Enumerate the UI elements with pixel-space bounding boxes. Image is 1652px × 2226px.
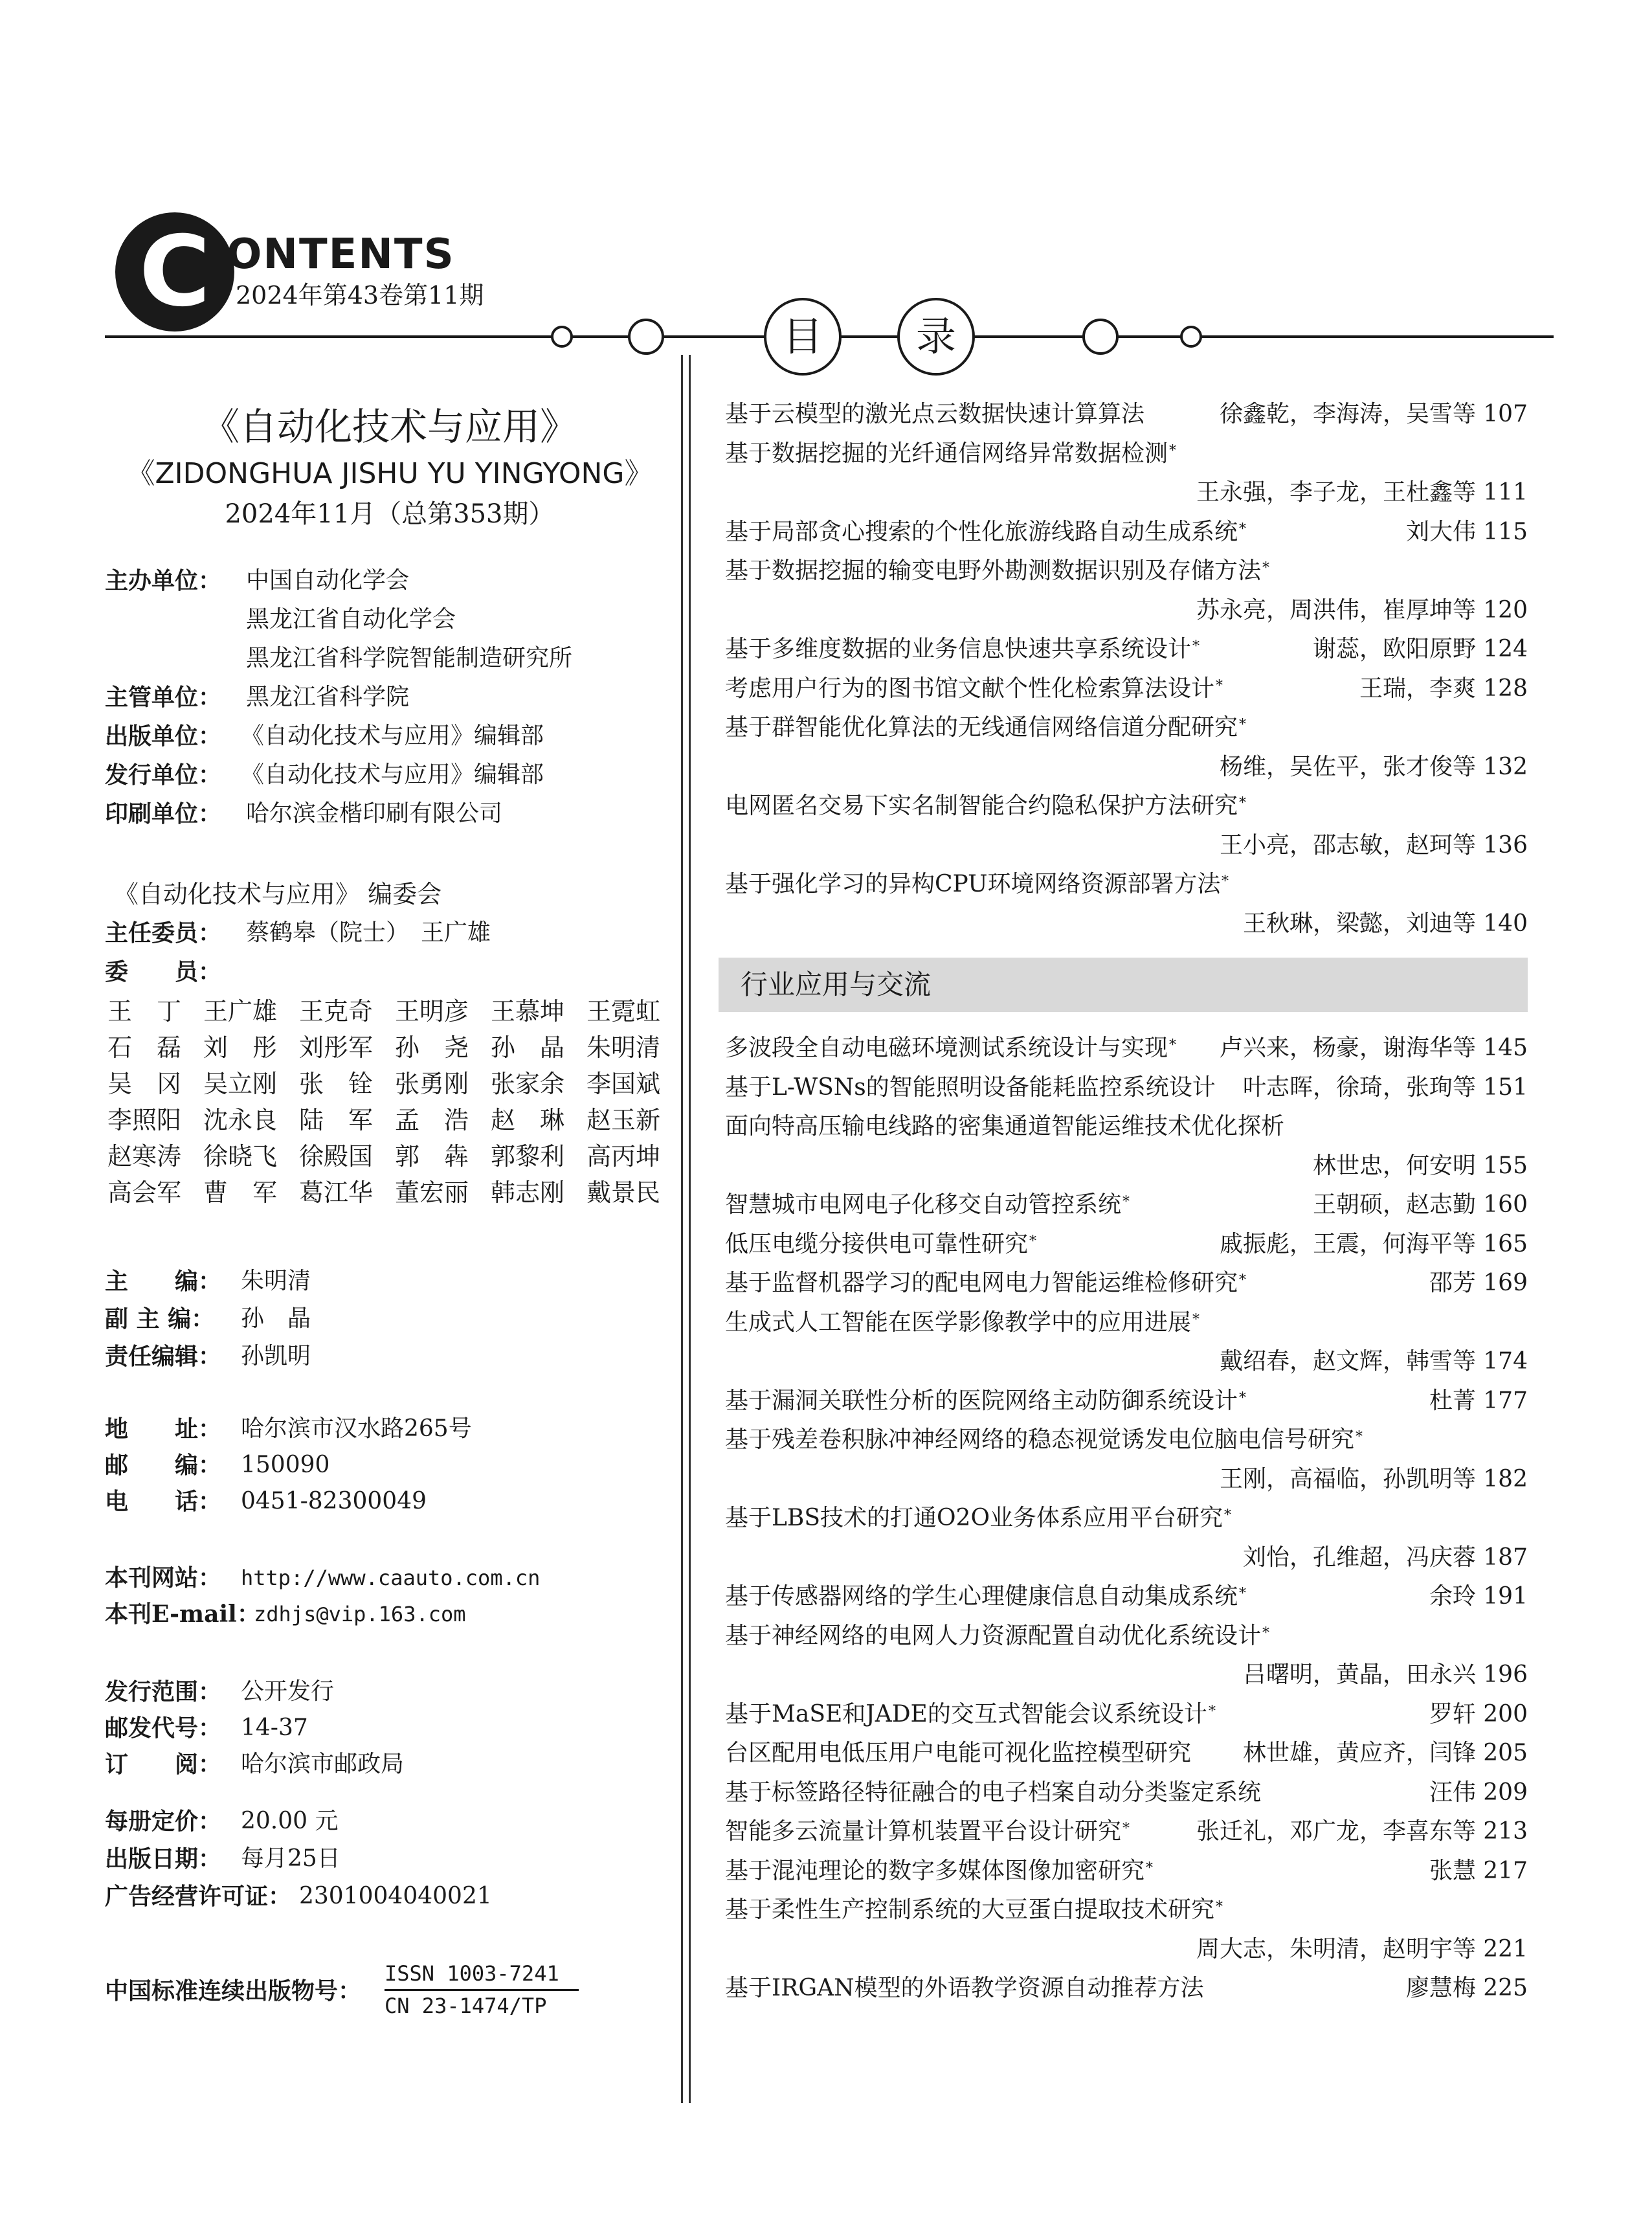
toc-entry-star: * xyxy=(1239,1586,1246,1602)
toc-entry-page: 200 xyxy=(1483,1700,1528,1727)
toc-entry[interactable] xyxy=(725,1225,1528,1265)
toc-entry-authors: 徐鑫乾，李海涛，吴雪等 xyxy=(1219,401,1476,427)
toc-entry-title: 基于群智能优化算法的无线通信网络信道分配研究 xyxy=(725,714,1238,741)
toc-entry-authors: 林世雄，黄应齐，闫锋 xyxy=(1242,1740,1476,1766)
committee-member: 孙 晶 xyxy=(491,1033,565,1062)
logo-c-circle: C xyxy=(115,212,234,332)
toc-entry-authors: 廖慧梅 xyxy=(1405,1975,1476,2001)
toc-entry-title: 基于数据挖掘的光纤通信网络异常数据检测 xyxy=(725,440,1168,467)
toc-entry-title: 基于监督机器学习的配电网电力智能运维检修研究 xyxy=(725,1270,1238,1296)
toc-entry-star: * xyxy=(1239,521,1246,537)
editor-value: 孙 晶 xyxy=(241,1305,311,1332)
toc-entry-title: 基于IRGAN模型的外语教学资源自动推荐方法 xyxy=(725,1975,1204,2001)
subscription-label: 订 阅： xyxy=(105,1751,222,1778)
toc-entry-authors: 王秋琳，梁懿，刘迪等 xyxy=(1242,910,1476,937)
toc-entry-star: * xyxy=(1239,1389,1246,1406)
toc-entry[interactable] xyxy=(725,1029,1528,1068)
distribution-label: 发行范围： xyxy=(105,1678,222,1705)
committee-member: 刘 彤 xyxy=(203,1033,278,1062)
toc-entry[interactable] xyxy=(725,1969,1528,2008)
price-label: 每册定价： xyxy=(105,1808,222,1835)
committee-member: 吴 冈 xyxy=(107,1070,182,1098)
director-label: 主任委员： xyxy=(105,919,222,947)
committee-member: 徐殿国 xyxy=(299,1142,374,1171)
toc-entry-authors: 叶志晖，徐琦，张珣等 xyxy=(1242,1074,1476,1101)
toc-entry-title: 低压电缆分接供电可靠性研究 xyxy=(725,1230,1029,1257)
toc-entry-page: 111 xyxy=(1483,479,1528,506)
toc-entry[interactable] xyxy=(725,1264,1528,1303)
committee-member: 董宏丽 xyxy=(395,1178,469,1207)
toc-entry-star: * xyxy=(1222,873,1229,890)
toc-entry-title: 面向特高压输电线路的密集通道智能运维技术优化探析 xyxy=(725,1113,1285,1140)
toc-entry-authors: 谢蕊，欧阳原野 xyxy=(1312,636,1476,662)
committee-member: 赵寒涛 xyxy=(107,1142,182,1171)
toc-entry-page: 174 xyxy=(1483,1348,1528,1375)
address-label: 地 址： xyxy=(105,1415,222,1443)
unit-label: 发行单位： xyxy=(105,761,222,789)
committee-member: 郭黎利 xyxy=(491,1142,565,1171)
committee-member: 高会军 xyxy=(107,1178,182,1207)
editor-label: 责任编辑： xyxy=(105,1343,222,1370)
toc-entry-star: * xyxy=(1239,1272,1246,1288)
toc-entry-authors: 林世忠，何安明 xyxy=(1312,1152,1476,1179)
toc-entry-title: 基于局部贪心搜索的个性化旅游线路自动生成系统 xyxy=(725,518,1238,545)
unit-value: 黑龙江省科学院 xyxy=(246,684,410,710)
committee-member: 王慕坤 xyxy=(491,997,565,1026)
section-title: 行业应用与交流 xyxy=(741,969,932,1000)
toc-entry-page: 209 xyxy=(1483,1779,1528,1806)
toc-entry-star: * xyxy=(1262,560,1269,576)
toc-entry-page: 120 xyxy=(1483,596,1528,624)
toc-entry-title: 基于强化学习的异构CPU环境网络资源部署方法 xyxy=(725,871,1221,897)
toc-entry-page: 191 xyxy=(1483,1583,1528,1610)
toc-entry-page: 151 xyxy=(1483,1074,1528,1101)
toc-entry-page: 177 xyxy=(1483,1387,1528,1414)
committee-member: 王明彦 xyxy=(395,997,469,1026)
distribution-value: 公开发行 xyxy=(241,1678,335,1705)
committee-member: 李国斌 xyxy=(586,1070,661,1098)
toc-entry[interactable] xyxy=(725,1617,1528,1695)
toc-entry-authors: 刘怡，孔维超，冯庆蓉 xyxy=(1242,1544,1476,1571)
toc-entry[interactable] xyxy=(725,1421,1528,1499)
toc-entry-page: 169 xyxy=(1483,1270,1528,1296)
committee-member: 赵玉新 xyxy=(586,1106,661,1134)
toc-entry-authors: 张慧 xyxy=(1429,1857,1476,1884)
toc-entry-title: 多波段全自动电磁环境测试系统设计与实现 xyxy=(725,1035,1168,1061)
postcode-value: 150090 xyxy=(241,1452,330,1478)
committee-member: 石 磊 xyxy=(107,1033,182,1062)
committee-member: 陆 军 xyxy=(299,1106,374,1134)
committee-member: 张家余 xyxy=(491,1070,565,1098)
toc-entry-authors: 王朝硕，赵志勤 xyxy=(1312,1191,1476,1218)
logo-contents-word: ONTENTS xyxy=(227,230,455,278)
publish-date-value: 每月25日 xyxy=(241,1845,340,1872)
toc-entry-star: * xyxy=(1146,1860,1153,1876)
ad-license-label: 广告经营许可证： xyxy=(105,1883,292,1910)
unit-value: 哈尔滨金楷印刷有限公司 xyxy=(246,800,503,827)
committee-member: 郭 犇 xyxy=(395,1142,469,1171)
website-label: 本刊网站： xyxy=(105,1564,222,1591)
toc-entry[interactable] xyxy=(725,708,1528,787)
mulu-char-mu: 目 xyxy=(782,313,823,360)
unit-value: 《自动化技术与应用》编辑部 xyxy=(241,761,544,788)
serial-fraction-rule xyxy=(385,1989,579,1991)
toc-entry[interactable] xyxy=(725,1068,1528,1108)
toc-entry-authors: 苏永亮，周洪伟，崔厚坤等 xyxy=(1196,596,1476,624)
toc-entry-page: 196 xyxy=(1483,1661,1528,1688)
committee-member: 刘彤军 xyxy=(299,1033,374,1062)
committee-member: 吴立刚 xyxy=(203,1070,278,1098)
postal-code-label: 邮发代号： xyxy=(105,1714,222,1742)
committee-title: 《自动化技术与应用》 编委会 xyxy=(114,880,442,908)
toc-entry-title: 基于漏洞关联性分析的医院网络主动防御系统设计 xyxy=(725,1387,1238,1414)
committee-member: 赵 琳 xyxy=(491,1106,565,1134)
toc-entry-title: 智能多云流量计算机装置平台设计研究 xyxy=(725,1818,1122,1845)
toc-entry-star: * xyxy=(1239,795,1246,811)
toc-entry-title: 智慧城市电网电子化移交自动管控系统 xyxy=(725,1191,1122,1218)
toc-entry[interactable] xyxy=(725,434,1528,513)
unit-value: 黑龙江省自动化学会 xyxy=(246,606,456,633)
toc-entry-page: 225 xyxy=(1483,1975,1528,2001)
toc-entry-page: 136 xyxy=(1483,831,1528,859)
committee-member: 沈永良 xyxy=(203,1106,278,1134)
committee-member: 张勇刚 xyxy=(395,1070,469,1098)
committee-member: 孟 浩 xyxy=(395,1106,469,1134)
committee-member: 王广雄 xyxy=(203,997,278,1026)
toc-entry-title: 基于传感器网络的学生心理健康信息自动集成系统 xyxy=(725,1583,1238,1610)
committee-member: 韩志刚 xyxy=(491,1178,565,1207)
toc-entry-title: 基于LBS技术的打通O2O业务体系应用平台研究 xyxy=(725,1505,1223,1531)
toc-entry-authors: 杜菁 xyxy=(1429,1387,1476,1414)
unit-value: 中国自动化学会 xyxy=(246,567,410,594)
column-divider xyxy=(689,355,691,2103)
toc-entry-star: * xyxy=(1169,1037,1176,1053)
ad-license-value: 2301004040021 xyxy=(299,1883,492,1909)
toc-entry-title: 台区配用电低压用户电能可视化监控模型研究 xyxy=(725,1740,1192,1766)
toc-entry-title: 基于神经网络的电网人力资源配置自动优化系统设计 xyxy=(725,1622,1262,1649)
toc-entry-star: * xyxy=(1122,1821,1130,1837)
committee-member: 王 丁 xyxy=(107,997,182,1026)
issn: ISSN 1003-7241 xyxy=(385,1961,559,1986)
director-value: 蔡鹤皋（院士） 王广雄 xyxy=(246,919,491,946)
committee-member: 王霓虹 xyxy=(586,997,661,1026)
toc-entry-title: 基于残差卷积脉冲神经网络的稳态视觉诱发电位脑电信号研究 xyxy=(725,1426,1355,1453)
issue-line: 2024年第43卷第11期 xyxy=(236,281,484,309)
toc-entry-page: 160 xyxy=(1483,1191,1528,1218)
serial-label: 中国标准连续出版物号： xyxy=(105,1977,362,2005)
toc-entry-star: * xyxy=(1239,717,1246,733)
committee-member: 高丙坤 xyxy=(586,1142,661,1171)
cn-number: CN 23-1474/TP xyxy=(385,1994,547,2018)
phone-value: 0451-82300049 xyxy=(241,1488,427,1514)
toc-entry-authors: 王刚，高福临，孙凯明等 xyxy=(1219,1465,1476,1492)
committee-member: 朱明清 xyxy=(586,1033,661,1062)
unit-label: 主办单位： xyxy=(105,567,222,594)
toc-entry-star: * xyxy=(1262,1625,1269,1641)
toc-entry[interactable] xyxy=(725,1695,1528,1735)
email-label: 本刊E-mail： xyxy=(105,1601,260,1628)
toc-entry[interactable] xyxy=(725,1773,1528,1813)
toc-entry-title: 生成式人工智能在医学影像教学中的应用进展 xyxy=(725,1309,1192,1336)
toc-entry-star: * xyxy=(1029,1233,1036,1250)
toc-entry[interactable] xyxy=(725,787,1528,865)
editor-value: 朱明清 xyxy=(241,1268,311,1294)
toc-entry[interactable] xyxy=(725,630,1528,669)
committee-members-grid xyxy=(107,993,682,1211)
toc-entry-star: * xyxy=(1192,1311,1200,1328)
toc-entry-page: 115 xyxy=(1483,518,1528,545)
toc-entry-authors: 刘大伟 xyxy=(1405,518,1476,545)
toc-entry[interactable] xyxy=(725,865,1528,943)
toc-entry-title: 基于混沌理论的数字多媒体图像加密研究 xyxy=(725,1857,1145,1884)
committee-member: 李照阳 xyxy=(107,1106,182,1134)
column-divider xyxy=(681,355,683,2103)
unit-label: 出版单位： xyxy=(105,723,222,750)
toc-entry[interactable] xyxy=(725,669,1528,709)
journal-date: 2024年11月（总第353期） xyxy=(225,499,555,529)
address-value: 哈尔滨市汉水路265号 xyxy=(241,1415,472,1442)
toc-entry-star: * xyxy=(1356,1429,1363,1445)
toc-entry-title: 基于数据挖掘的输变电野外勘测数据识别及存储方法 xyxy=(725,557,1262,584)
toc-entry[interactable] xyxy=(725,395,1528,434)
toc-entry[interactable] xyxy=(725,1382,1528,1421)
toc-entry[interactable] xyxy=(725,552,1528,630)
toc-entry-page: 217 xyxy=(1483,1857,1528,1884)
price-value: 20.00 元 xyxy=(241,1808,339,1834)
toc-entry-authors: 周大志，朱明清，赵明宇等 xyxy=(1196,1935,1476,1962)
toc-entry-title: 考虑用户行为的图书馆文献个性化检索算法设计 xyxy=(725,675,1215,702)
toc-entry-page: 165 xyxy=(1483,1230,1528,1257)
committee-member: 孙 尧 xyxy=(395,1033,469,1062)
toc-entry[interactable] xyxy=(725,513,1528,552)
toc-entry[interactable] xyxy=(725,1812,1528,1852)
toc-entry-title: 基于MaSE和JADE的交互式智能会议系统设计 xyxy=(725,1700,1207,1727)
toc-entry-star: * xyxy=(1192,638,1200,655)
mulu-char-lu: 录 xyxy=(915,313,956,360)
toc-entry-authors: 余玲 xyxy=(1429,1583,1476,1610)
subscription-value: 哈尔滨市邮政局 xyxy=(241,1751,405,1777)
publish-date-label: 出版日期： xyxy=(105,1845,222,1872)
unit-value: 黑龙江省科学院智能制造研究所 xyxy=(246,645,573,671)
toc-entry-page: 155 xyxy=(1483,1152,1528,1179)
committee-member: 徐晓飞 xyxy=(203,1142,278,1171)
unit-label: 印刷单位： xyxy=(105,800,222,827)
toc-entry-authors: 邵芳 xyxy=(1429,1270,1476,1296)
committee-member: 王克奇 xyxy=(299,997,374,1026)
toc-entry-page: 205 xyxy=(1483,1740,1528,1766)
toc-entry[interactable] xyxy=(725,1852,1528,1891)
toc-entry[interactable] xyxy=(725,1303,1528,1382)
toc-entry-authors: 张迁礼，邓广龙，李喜东等 xyxy=(1196,1818,1476,1845)
toc-entry-authors: 王永强，李子龙，王杜鑫等 xyxy=(1196,479,1476,506)
toc-entry-authors: 罗轩 xyxy=(1429,1700,1476,1727)
toc-entry-title: 基于标签路径特征融合的电子档案自动分类鉴定系统 xyxy=(725,1779,1262,1806)
toc-entry-title: 基于多维度数据的业务信息快速共享系统设计 xyxy=(725,636,1192,662)
toc-entry-authors: 王瑞，李爽 xyxy=(1359,675,1476,702)
toc-entry[interactable] xyxy=(725,1891,1528,1969)
toc-entry[interactable] xyxy=(725,1186,1528,1225)
toc-entry-authors: 杨维，吴佐平，张才俊等 xyxy=(1219,753,1476,780)
phone-label: 电 话： xyxy=(105,1488,222,1515)
unit-value: 《自动化技术与应用》编辑部 xyxy=(241,723,544,749)
toc-entry-page: 107 xyxy=(1483,401,1528,427)
toc-entry[interactable] xyxy=(725,1107,1528,1186)
toc-entry-page: 187 xyxy=(1483,1544,1528,1571)
toc-entry[interactable] xyxy=(725,1499,1528,1577)
toc-entry-authors: 戴绍春，赵文辉，韩雪等 xyxy=(1219,1348,1476,1375)
editor-value: 孙凯明 xyxy=(241,1343,311,1369)
toc-entry-authors: 王小亮，邵志敏，赵珂等 xyxy=(1219,831,1476,859)
toc-entry-star: * xyxy=(1169,442,1176,459)
toc-entry-authors: 汪伟 xyxy=(1429,1779,1476,1806)
toc-entry-star: * xyxy=(1216,677,1223,694)
toc-entry-authors: 戚振彪，王震，何海平等 xyxy=(1219,1230,1476,1257)
toc-entry[interactable] xyxy=(725,1577,1528,1617)
toc-entry-page: 140 xyxy=(1483,910,1528,937)
journal-pinyin: 《ZIDONGHUA JISHU YU YINGYONG》 xyxy=(126,457,653,490)
journal-title: 《自动化技术与应用》 xyxy=(201,405,577,449)
toc-entry[interactable] xyxy=(725,1734,1528,1773)
postcode-label: 邮 编： xyxy=(105,1452,222,1479)
section-band xyxy=(719,958,1528,1012)
toc-entry-title: 电网匿名交易下实名制智能合约隐私保护方法研究 xyxy=(725,793,1238,819)
unit-label: 主管单位： xyxy=(105,684,222,711)
committee-member: 曹 军 xyxy=(203,1178,278,1207)
toc-entry-page: 213 xyxy=(1483,1818,1528,1845)
toc-entry-page: 182 xyxy=(1483,1465,1528,1492)
members-label: 委 员： xyxy=(105,958,222,985)
editor-label: 主 编： xyxy=(105,1268,222,1295)
toc-entry-page: 221 xyxy=(1483,1935,1528,1962)
editor-label: 副 主 编： xyxy=(105,1305,215,1332)
committee-member: 葛江华 xyxy=(299,1178,374,1207)
toc-entry-star: * xyxy=(1216,1899,1223,1915)
toc-entry-star: * xyxy=(1209,1703,1216,1720)
toc-entry-authors: 吕曙明，黄晶，田永兴 xyxy=(1242,1661,1476,1688)
toc-entry-page: 128 xyxy=(1483,675,1528,702)
committee-member: 戴景民 xyxy=(586,1178,661,1207)
committee-member: 张 铨 xyxy=(299,1070,374,1098)
website-link[interactable]: http://www.caauto.com.cn xyxy=(241,1566,541,1590)
toc-entry-title: 基于L-WSNs的智能照明设备能耗监控系统设计 xyxy=(725,1074,1216,1101)
toc-entry-title: 基于柔性生产控制系统的大豆蛋白提取技术研究 xyxy=(725,1896,1215,1923)
toc-entry-authors: 卢兴来，杨豪，谢海华等 xyxy=(1219,1035,1476,1061)
toc-entry-title: 基于云模型的激光点云数据快速计算算法 xyxy=(725,401,1145,427)
toc-entry-star: * xyxy=(1122,1194,1130,1210)
toc-entry-page: 145 xyxy=(1483,1035,1528,1061)
email-link[interactable]: zdhjs@vip.163.com xyxy=(254,1602,466,1626)
postal-code-value: 14-37 xyxy=(241,1714,308,1741)
toc-entry-page: 124 xyxy=(1483,636,1528,662)
toc-entry-page: 132 xyxy=(1483,753,1528,780)
toc-entry-star: * xyxy=(1224,1507,1231,1523)
